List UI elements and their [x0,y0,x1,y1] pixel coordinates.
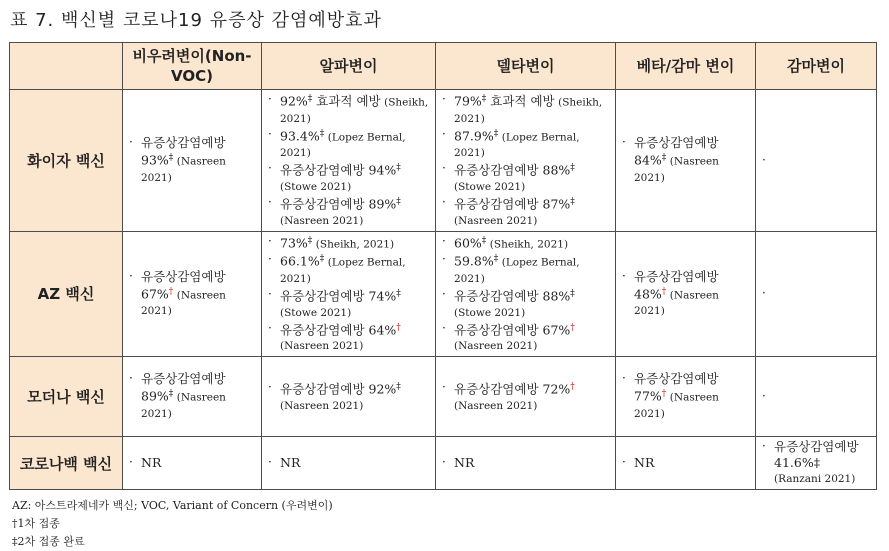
bullet-item [268,252,429,287]
dose-mark: ‡ [396,196,401,207]
table-title: 표 7. 백신별 코로나19 유증상 감염예방효과 [10,10,382,31]
bullet-dot: · [268,161,272,176]
bullet-dot: · [762,152,766,167]
citation: (Nasreen 2021) [454,214,538,227]
bullet-body [454,127,609,162]
efficacy-value: 유증상감염예방 84% [634,134,719,168]
bullet-body [454,161,609,195]
header-alpha: 알파변이 [262,43,436,90]
dose-mark: † [570,381,575,392]
citation: (Sheikh, 2021) [280,96,429,125]
header-beta-gamma: 베타/감마 변이 [616,43,756,90]
bullet-dot: · [442,320,446,335]
citation: (Lopez Bernal, 2021) [454,131,580,160]
bullet-dot: · [129,134,133,149]
bullet-item [442,321,609,355]
dose-mark: † [661,389,667,400]
table-cell [756,357,877,437]
bullet-item [442,127,609,162]
bullet-body [454,195,609,229]
bullet-dot: · [268,455,272,470]
table-row [10,357,877,437]
citation: (Nasreen 2021) [141,289,226,318]
citation: (Stowe 2021) [280,306,352,319]
bullet-item [268,380,429,414]
bullet-body [454,287,609,321]
table-cell [123,437,262,490]
efficacy-value: 유증상감염예방 48% [634,268,719,302]
efficacy-value: 유증상감염예방 88% [454,288,571,304]
efficacy-value: 유증상감염예방 72% [454,381,571,397]
dose-mark: ‡ [661,152,667,163]
citation: (Ranzani 2021) [774,473,856,486]
table-cell [262,231,436,357]
citation: (Nasreen 2021) [454,399,538,412]
dose-mark: † [570,322,575,333]
bullet-dot: · [442,92,446,106]
bullet-body [454,92,609,127]
bullet-dot: · [442,286,446,301]
efficacy-value: 유증상감염예방 93% [141,134,226,168]
dose-mark: ‡ [307,235,313,246]
efficacy-value: 유증상감염예방 67% [141,268,226,302]
efficacy-value: 유증상감염예방 89% [141,371,226,405]
bullet-dot: · [622,371,626,386]
bullet-dot: · [442,194,446,209]
efficacy-value: 유증상감염예방 41.6%‡ [774,439,859,471]
bullet-item [268,234,429,253]
bullet-dot: · [268,379,272,394]
bullet-body [280,127,429,162]
header-corner [10,43,123,90]
row-header: 화이자 백신 [10,90,123,232]
bullet-dot: · [622,134,626,149]
efficacy-label: 효과적 예방 [312,93,381,109]
bullet-body [280,455,429,471]
bullet-item [129,135,255,186]
bullet-dot: · [442,126,446,141]
citation: (Sheikh, 2021) [489,238,569,251]
efficacy-value: 79% [454,93,482,109]
table-cell [262,437,436,490]
footnote-double-dagger: ‡2차 접종 완료 [12,535,85,548]
bullet-item [268,287,429,321]
dose-mark: ‡ [570,288,575,299]
bullet-dot: · [129,455,133,470]
bullet-item [268,455,429,471]
dose-mark: ‡ [570,163,575,174]
table-cell [616,90,756,232]
dose-mark: ‡ [319,254,325,265]
efficacy-value: 유증상감염예방 64% [280,322,397,338]
citation: (Nasreen 2021) [280,399,364,412]
bullet-dot: · [442,233,446,248]
bullet-item [129,455,255,471]
bullet-body [141,371,255,422]
bullet-body [774,439,870,487]
table-cell [756,437,877,490]
bullet-dot: · [268,92,272,106]
dose-mark: ‡ [396,381,401,392]
bullet-dot: · [622,455,626,470]
citation: (Stowe 2021) [454,306,526,319]
bullet-body [280,161,429,195]
bullet-item [268,321,429,355]
bullet-body [280,287,429,321]
header-delta: 델타변이 [436,43,616,90]
bullet-body [280,92,429,127]
efficacy-value: 유증상감염예방 94% [280,162,397,178]
dose-mark: † [661,286,667,297]
bullet-item [268,127,429,162]
row-header: AZ 백신 [10,231,123,357]
efficacy-value: 60% [454,235,482,251]
table-cell [616,437,756,490]
bullet-dot: · [442,252,446,267]
citation: (Nasreen 2021) [454,340,538,353]
bullet-item [442,287,609,321]
table-cell [123,357,262,437]
dose-mark: ‡ [396,163,401,174]
efficacy-label: 효과적 예방 [486,93,555,109]
efficacy-value: 93.4% [280,128,320,144]
header-non-voc: 비우려변이(Non-VOC) [123,43,262,90]
bullet-body [454,321,609,355]
efficacy-value: 유증상감염예방 89% [280,196,397,212]
table-cell [123,90,262,232]
bullet-dot: · [762,286,766,301]
bullet-item [268,195,429,229]
efficacy-value: 92% [280,93,308,109]
bullet-item [442,252,609,287]
dose-mark: ‡ [570,196,575,207]
bullet-body [634,269,749,320]
efficacy-value: NR [454,455,475,471]
bullet-body [454,234,609,253]
bullet-item [268,161,429,195]
bullet-body [454,252,609,287]
efficacy-value: NR [634,455,655,471]
citation: (Nasreen 2021) [141,392,226,421]
bullet-item [762,389,870,404]
dose-mark: ‡ [307,94,313,104]
citation: (Sheikh, 2021) [454,96,603,125]
efficacy-value: 유증상감염예방 88% [454,162,571,178]
row-header: 코로나백 백신 [10,437,123,490]
dose-mark: † [168,286,174,297]
bullet-item [622,455,749,471]
bullet-item [762,153,870,168]
bullet-body [454,380,609,414]
dose-mark: ‡ [493,128,499,139]
bullet-dot: · [442,455,446,470]
bullet-dot: · [268,320,272,335]
bullet-dot: · [762,439,766,454]
bullet-item [442,161,609,195]
table-cell [436,357,616,437]
vaccine-efficacy-table [9,42,877,490]
bullet-body [280,321,429,355]
citation: (Nasreen 2021) [634,155,719,184]
bullet-body [454,455,609,471]
bullet-dot: · [268,252,272,267]
bullet-body [634,135,749,186]
citation: (Lopez Bernal, 2021) [454,256,580,285]
bullet-body [141,269,255,320]
dose-mark: † [396,322,401,333]
table-cell [756,90,877,232]
bullet-body [280,380,429,414]
footnote-abbrev: AZ: 아스트라제네카 백신; VOC, Variant of Concern (우려변이) [12,499,333,512]
table-cell [436,437,616,490]
bullet-dot: · [129,268,133,283]
bullet-dot: · [762,389,766,404]
efficacy-value: 59.8% [454,253,494,269]
bullet-body [141,455,255,471]
table-row [10,90,877,232]
dose-mark: ‡ [396,288,401,299]
table-cell [262,357,436,437]
bullet-body [280,252,429,287]
efficacy-value: 유증상감염예방 87% [454,196,571,212]
bullet-dot: · [442,161,446,176]
dose-mark: ‡ [168,152,174,163]
bullet-dot: · [442,379,446,394]
efficacy-value: 87.9% [454,128,494,144]
bullet-item [129,269,255,320]
bullet-body [141,135,255,186]
table-cell [616,231,756,357]
citation: (Lopez Bernal, 2021) [280,131,406,160]
bullet-item [442,455,609,471]
citation: (Stowe 2021) [280,180,352,193]
table-row [10,231,877,357]
citation: (Lopez Bernal, 2021) [280,256,406,285]
bullet-body [280,195,429,229]
table-cell [123,231,262,357]
bullet-dot: · [268,233,272,248]
bullet-item [268,92,429,127]
bullet-item [442,195,609,229]
citation: (Stowe 2021) [454,180,526,193]
efficacy-value: NR [141,455,162,471]
table-row [10,437,877,490]
dose-mark: ‡ [168,389,174,400]
footnote-dagger: †1차 접종 [12,517,60,530]
bullet-body [634,455,749,471]
row-header: 모더나 백신 [10,357,123,437]
table-cell [436,90,616,232]
table-cell [756,231,877,357]
table-cell [262,90,436,232]
citation: (Sheikh, 2021) [315,238,395,251]
bullet-item [762,286,870,301]
dose-mark: ‡ [319,128,325,139]
citation: (Nasreen 2021) [280,340,364,353]
citation: (Nasreen 2021) [141,155,226,184]
bullet-item [622,371,749,422]
efficacy-value: NR [280,455,301,471]
efficacy-value: 유증상감염예방 74% [280,288,397,304]
citation: (Nasreen 2021) [634,289,719,318]
citation: (Nasreen 2021) [280,214,364,227]
bullet-item [442,234,609,253]
efficacy-value: 73% [280,235,308,251]
efficacy-value: 66.1% [280,253,320,269]
bullet-body [634,371,749,422]
header-row [10,43,877,90]
efficacy-value: 유증상감염예방 77% [634,371,719,405]
efficacy-value: 유증상감염예방 67% [454,322,571,338]
bullet-item [622,269,749,320]
dose-mark: ‡ [493,254,499,265]
efficacy-value: 유증상감염예방 92% [280,381,397,397]
bullet-item [442,92,609,127]
bullet-dot: · [622,268,626,283]
bullet-dot: · [129,371,133,386]
bullet-dot: · [268,286,272,301]
table-cell [436,231,616,357]
bullet-item [442,380,609,414]
citation: (Nasreen 2021) [634,392,719,421]
table-cell [616,357,756,437]
bullet-dot: · [268,126,272,141]
bullet-item [129,371,255,422]
bullet-item [762,439,870,487]
header-gamma: 감마변이 [756,43,877,90]
bullet-item [622,135,749,186]
dose-mark: ‡ [481,94,487,104]
bullet-dot: · [268,194,272,209]
dose-mark: ‡ [481,235,487,246]
bullet-body [280,234,429,253]
